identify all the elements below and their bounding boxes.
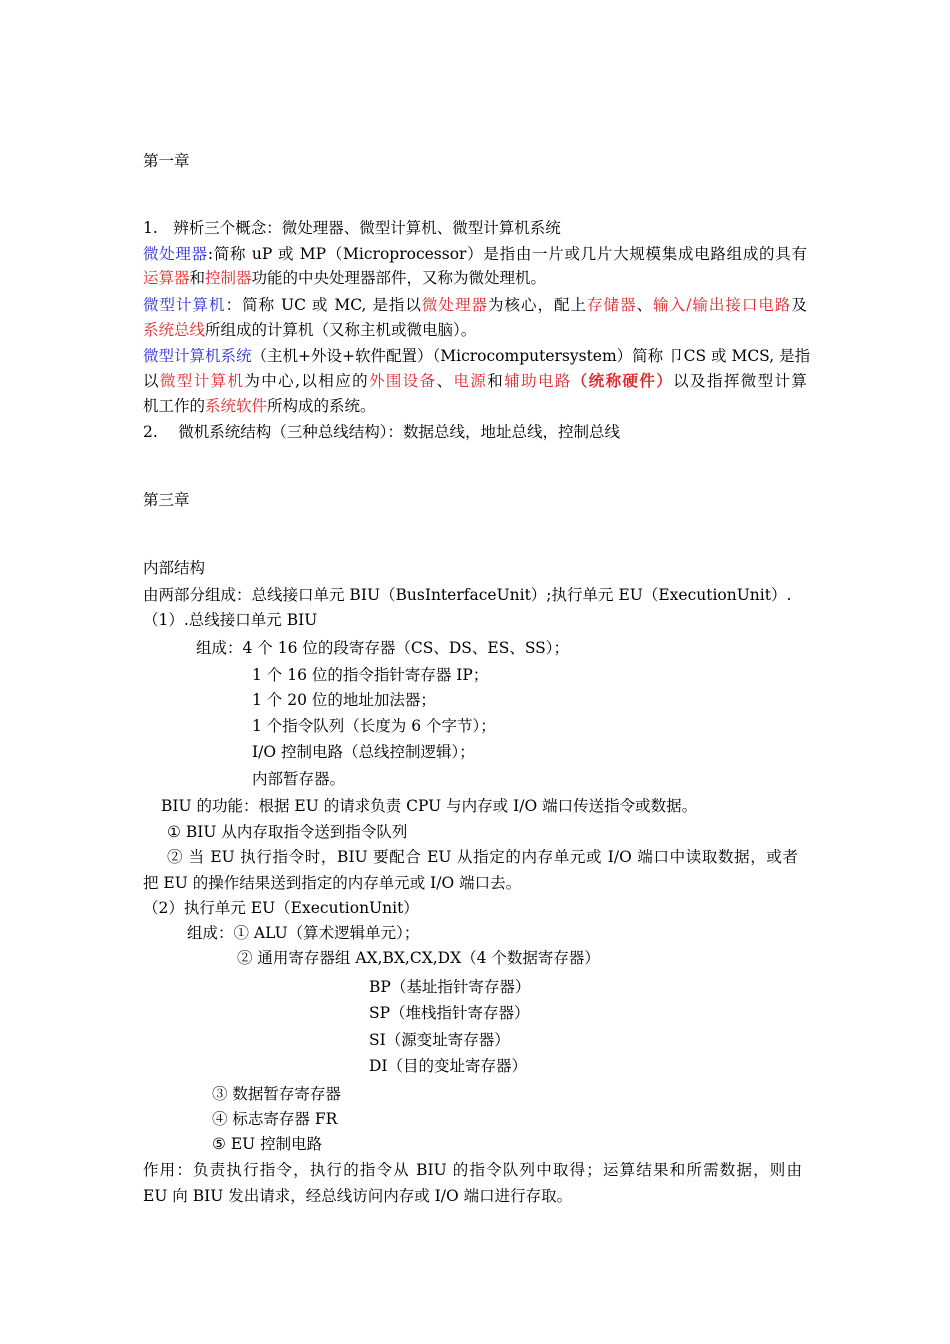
text-span: 及 xyxy=(791,296,807,314)
text-span: ：简称 UC 或 MC, 是指以 xyxy=(225,296,422,314)
term-microcomputer: 微型计算机 xyxy=(143,296,226,314)
eu-effect-line-2: EU 向 BIU 发出请求，经总线访问内存或 I/O 端口进行存取。 xyxy=(143,1187,573,1205)
paragraph-microprocessor-line-1 xyxy=(143,244,807,264)
text-span: 、 xyxy=(436,372,454,390)
list-item-2: 2. 微机系统结构（三种总线结构）：数据总线，地址总线，控制总线 xyxy=(143,423,620,441)
biu-component: 组成：4 个 16 位的段寄存器（CS、DS、ES、SS）； xyxy=(196,639,570,657)
term-power: 电源 xyxy=(453,372,488,390)
text-span: 以及指挥微型计算 xyxy=(673,372,807,390)
term-microprocessor: 微处理器 xyxy=(143,245,208,263)
eu-component-5: ⑤ EU 控制电路 xyxy=(212,1135,323,1153)
paragraph-microcomputer-line-1 xyxy=(143,295,807,315)
text-span: 和 xyxy=(487,372,505,390)
text-span: 所组成的计算机（又称主机或微电脑）。 xyxy=(205,321,477,339)
chapter-1-title: 第一章 xyxy=(143,152,190,170)
paragraph-microprocessor-line-2 xyxy=(143,268,546,288)
intro-line: 由两部分组成：总线接口单元 BIU（BusInterfaceUnit）;执行单元 EU（ExecutionUnit）. xyxy=(143,586,792,604)
biu-component: 内部暂存器。 xyxy=(252,770,346,788)
biu-function: BIU 的功能：根据 EU 的请求负责 CPU 与内存或 I/O 端口传送指令或数据。 xyxy=(161,797,698,815)
biu-component: I/O 控制电路（总线控制逻辑）； xyxy=(252,743,475,761)
eu-effect-line-1: 作用：负责执行指令，执行的指令从 BIU 的指令队列中取得；运算结果和所需数据，则由 xyxy=(143,1161,802,1179)
biu-component: 1 个指令队列（长度为 6 个字节）； xyxy=(252,717,496,735)
eu-register: SI（源变址寄存器） xyxy=(369,1031,510,1049)
text-span: 以 xyxy=(143,372,160,390)
text-span: 所构成的系统。 xyxy=(267,397,376,415)
text-span: 为核心，配上 xyxy=(487,296,588,314)
biu-function-item-1: ① BIU 从内存取指令送到指令队列 xyxy=(167,823,408,841)
term-io-interface: 输入/输出接口电路 xyxy=(653,296,792,314)
term-alu: 运算器 xyxy=(143,269,190,287)
text-span: 、 xyxy=(636,296,654,314)
text-span: 为中心,以相应的 xyxy=(244,372,369,390)
term-microcomputer-system: 微型计算机系统 xyxy=(143,347,252,365)
term-peripherals: 外围设备 xyxy=(368,372,437,390)
eu-register: DI（目的变址寄存器） xyxy=(369,1057,528,1075)
eu-component-2: ② 通用寄存器组 AX,BX,CX,DX（4 个数据寄存器） xyxy=(237,949,600,967)
section-heading: 内部结构 xyxy=(143,559,206,577)
biu-component: 1 个 20 位的地址加法器； xyxy=(252,691,436,709)
biu-title: （1）.总线接口单元 BIU xyxy=(143,611,318,629)
eu-component-3: ③ 数据暂存寄存器 xyxy=(212,1085,341,1103)
text-span: 和 xyxy=(189,269,206,287)
term-microprocessor-ref: 微处理器 xyxy=(421,296,488,314)
term-hardware-note: （统称硬件） xyxy=(571,371,674,390)
eu-component-4: ④ 标志寄存器 FR xyxy=(212,1110,338,1128)
term-system-software: 系统软件 xyxy=(205,397,268,415)
paragraph-microcomputer-line-2 xyxy=(143,320,476,340)
term-system-bus: 系统总线 xyxy=(143,321,206,339)
biu-function-item-2-line-1: ② 当 EU 执行指令时，BIU 要配合 EU 从指定的内存单元或 I/O 端口中读取数据，或者 xyxy=(167,848,798,866)
text-span: 功能的中央处理器部件，又称为微处理机。 xyxy=(251,269,547,287)
text-span: :简称 uP 或 MP（Microprocessor）是指由一片或几片大规模集成电路组成的具有 xyxy=(207,245,807,263)
eu-component-1: 组成：① ALU（算术逻辑单元）； xyxy=(187,924,420,942)
term-controller: 控制器 xyxy=(205,269,252,287)
term-auxiliary-circuit: 辅助电路 xyxy=(504,372,572,390)
eu-register: SP（堆栈指针寄存器） xyxy=(369,1004,530,1022)
eu-title: （2）执行单元 EU（ExecutionUnit） xyxy=(143,899,419,917)
paragraph-microcomputer-system-line-1 xyxy=(143,346,811,366)
paragraph-microcomputer-system-line-3 xyxy=(143,396,376,416)
biu-component: 1 个 16 位的指令指针寄存器 IP； xyxy=(252,666,489,684)
paragraph-microcomputer-system-line-2 xyxy=(143,371,807,391)
list-item-1: 1. 辨析三个概念：微处理器、微型计算机、微型计算机系统 xyxy=(143,219,561,237)
text-span: 机工作的 xyxy=(143,397,206,415)
eu-register: BP（基址指针寄存器） xyxy=(369,978,531,996)
term-microcomputer-ref: 微型计算机 xyxy=(159,372,245,390)
biu-function-item-2-line-2: 把 EU 的操作结果送到指定的内存单元或 I/O 端口去。 xyxy=(143,874,522,892)
chapter-3-title: 第三章 xyxy=(143,491,190,509)
text-span: （主机+外设+软件配置）（Microcomputersystem）简称 卩CS 或 MCS, 是指 xyxy=(251,347,811,365)
term-memory: 存储器 xyxy=(587,296,637,314)
